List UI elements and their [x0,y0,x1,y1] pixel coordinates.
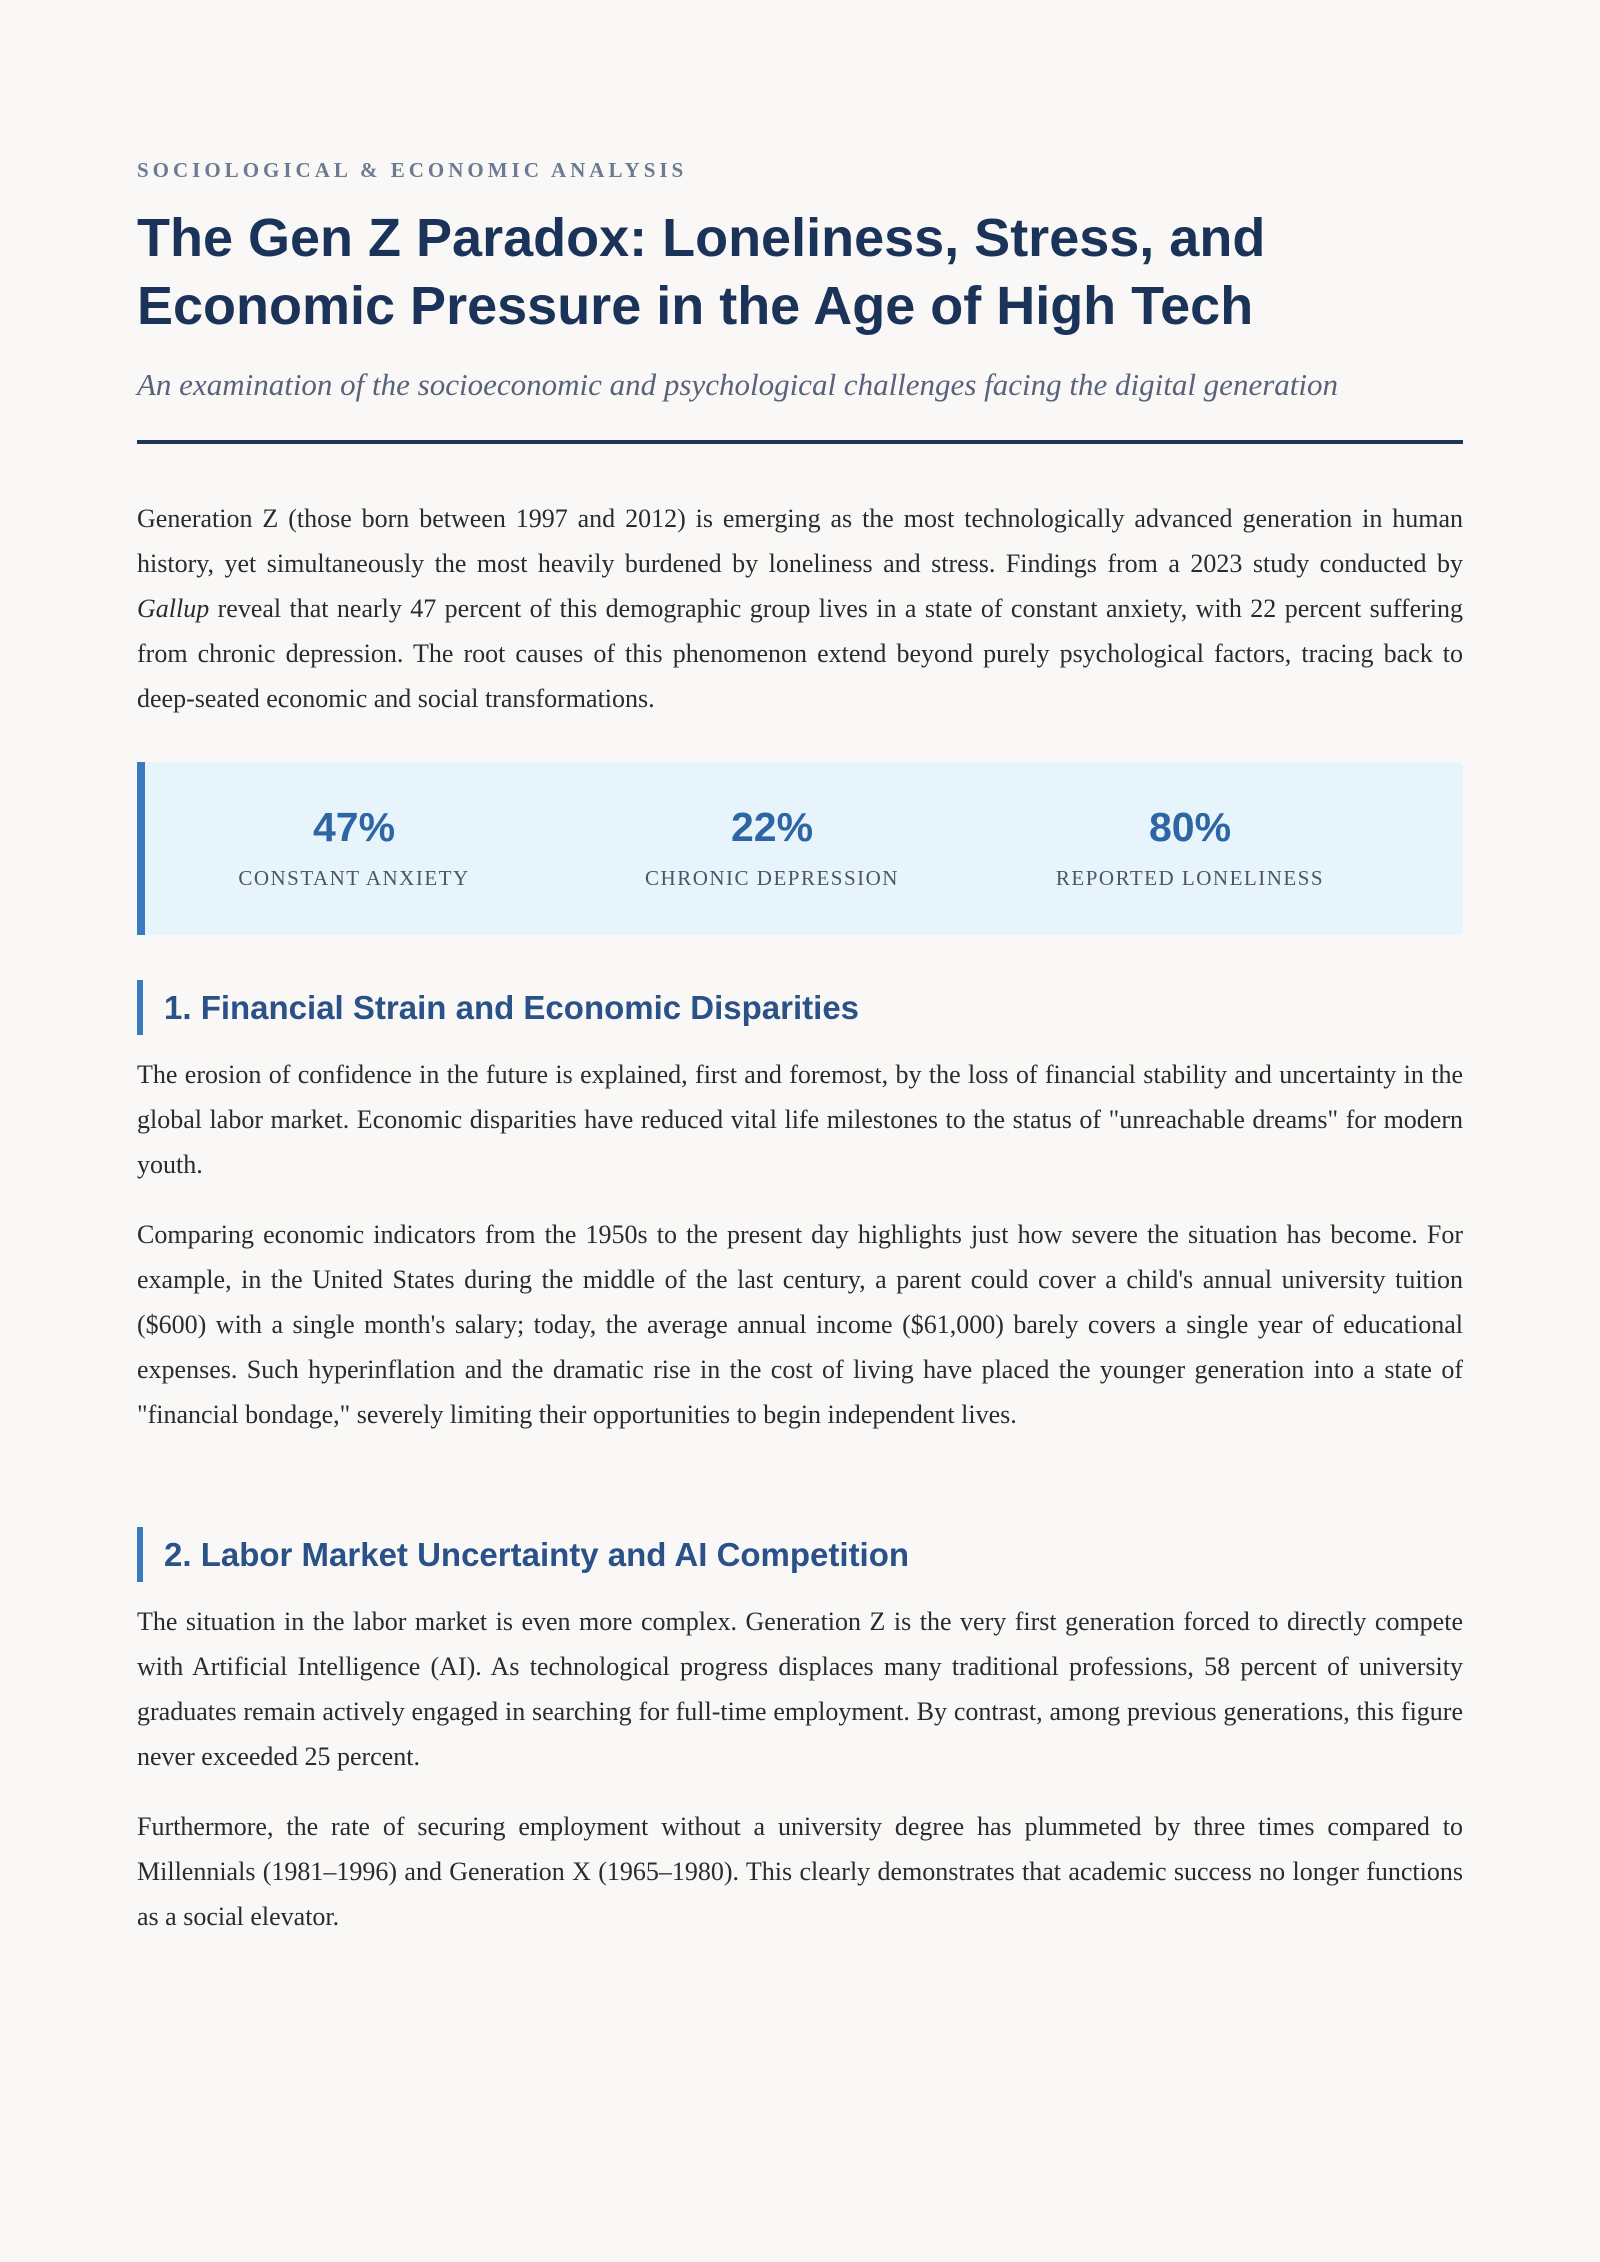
header-divider [137,440,1463,444]
intro-text-before-source: Generation Z (those born between 1997 and 2012) is emerging as the most technologically advanced generation in human history, yet simultaneously the most heavily burdened by loneliness and stress. Findings from a 2023 study conducted by [137,504,1463,578]
section-2-paragraph-2: Furthermore, the rate of securing employment without a university degree has plummeted by three times compared to Millennials (1981–1996) and Generation X (1965–1980). This clearly demonstrates that academic success no longer functions as a social elevator. [137,1812,1463,1931]
stat-label: CONSTANT ANXIETY [238,866,470,890]
stats-panel [137,762,1463,935]
intro-paragraph [137,496,1463,721]
intro-source: Gallup [137,594,210,623]
stat-reported-loneliness [981,762,1399,935]
stat-value: 47% [312,804,396,850]
stat-constant-anxiety [145,762,563,935]
section-2-paragraph-1: The situation in the labor market is even more complex. Generation Z is the very first generation forced to directly compete with Artificial Intelligence (AI). As technological progress displaces many traditional professions, 58 percent of university graduates remain actively engaged in searching for full-time employment. By contrast, among previous generations, this figure never exceeded 25 percent. [137,1607,1463,1771]
article-kicker: SOCIOLOGICAL & ECONOMIC ANALYSIS [137,158,688,182]
section-heading-financial: 1. Financial Strain and Economic Disparities [137,980,1463,1035]
article-subtitle: An examination of the socioeconomic and psychological challenges facing the digital generation [137,367,1338,402]
section-1-paragraph-1: The erosion of confidence in the future is explained, first and foremost, by the loss of financial stability and uncertainty in the global labor market. Economic disparities have reduced vital life milestones to the status of "unreachable dreams" for modern youth. [137,1060,1463,1179]
article-title: The Gen Z Paradox: Loneliness, Stress, and Economic Pressure in the Age of High Tech [137,208,1266,336]
stat-value: 80% [1148,804,1232,850]
section-1-paragraph-2: Comparing economic indicators from the 1950s to the present day highlights just how severe the situation has become. For example, in the United States during the middle of the last century, a parent could cover a child's annual university tuition ($600) with a single month's salary; today, the average annual income ($61,000) barely covers a single year of educational expenses. Such hyperinflation and the dramatic rise in the cost of living have placed the younger generation into a state of "financial bondage," severely limiting their opportunities to begin independent lives. [137,1220,1463,1429]
stat-label: CHRONIC DEPRESSION [645,866,899,890]
stat-value: 22% [730,804,814,850]
stat-chronic-depression [563,762,981,935]
section-heading-labor: 2. Labor Market Uncertainty and AI Competition [137,1527,1463,1582]
stat-label: REPORTED LONELINESS [1055,866,1325,890]
intro-text-after-source: reveal that nearly 47 percent of this demographic group lives in a state of constant anxiety, with 22 percent suffering from chronic depression. The root causes of this phenomenon extend beyond purely psychological factors, tracing back to deep-seated economic and social transformations. [137,594,1463,713]
